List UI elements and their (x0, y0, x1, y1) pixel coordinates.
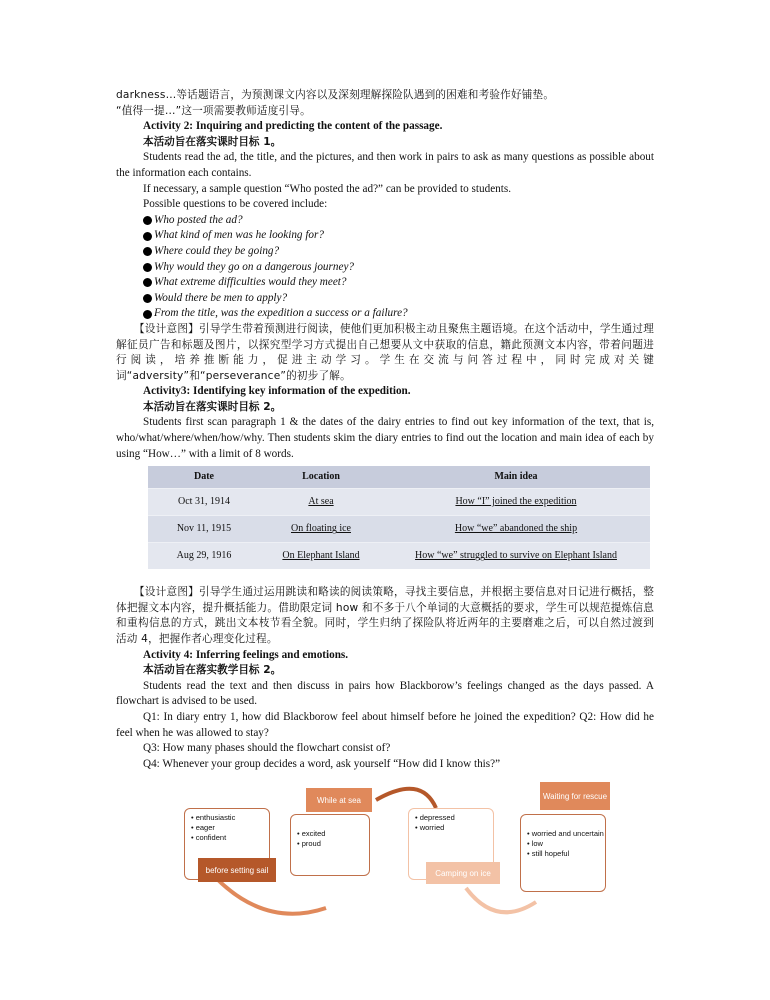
table-header-row (148, 466, 650, 489)
key-information-table (148, 466, 650, 569)
arc-sea-to-ice (376, 789, 436, 808)
feeling-item: • worried and uncertain (527, 829, 605, 839)
feeling-item: • proud (297, 839, 369, 849)
activity3-goal: 本活动旨在落实课时目标 2。 (143, 400, 282, 413)
header-location: Location (260, 466, 382, 489)
activity4-question-4: Q4: Whenever your group decides a word, ask yourself “How did I know this?” (143, 757, 501, 770)
list-item: What kind of men was he looking for? (143, 228, 654, 244)
activity2-paragraph-1: Students read the ad, the title, and the pictures, and then work in pairs to ask as many questions as possible about the information each contains. (116, 151, 654, 179)
table-row (148, 543, 650, 570)
list-item: Why would they go on a dangerous journey? (143, 260, 654, 276)
bullet-icon (143, 263, 152, 272)
list-item: Would there be men to apply? (143, 291, 654, 307)
intro-line-1: darkness…等话题语言，为预测课文内容以及深刻理解探险队遇到的困难和考验作好铺垫。 (116, 89, 555, 101)
feeling-item: • still hopeful (527, 849, 605, 859)
phase-label-before-setting-sail: before setting sail (198, 858, 276, 882)
bullet-icon (143, 278, 152, 287)
list-item: Who posted the ad? (143, 213, 654, 229)
question-list (143, 213, 654, 322)
activity2-design-intent: 【设计意图】引导学生带着预测进行阅读，使他们更加积极主动且聚焦主题语境。在这个活动中，学生通过理解征员广告和标题及图片，以探究型学习方式提出自己想要从文中获取的信息，籍此预测文本内容，带着问题进行阅读，培养推断能力，促进主动学习。学生在交流与问答过程中，同时完成对关键词“adversity”和“perseverance”的初步了解。 (116, 322, 654, 382)
feeling-item: • worried (415, 823, 493, 833)
cell-main-idea: How “we” struggled to survive on Elephant Island (382, 543, 650, 570)
bullet-icon (143, 216, 152, 225)
activity4-goal: 本活动旨在落实教学目标 2。 (143, 664, 282, 677)
activity4-question-1-2: Q1: In diary entry 1, how did Blackborow feel about himself before he joined the expedition? Q2: How did he feel when he was allowed to stay? (116, 711, 654, 739)
activity4-paragraph-1: Students read the text and then discuss in pairs how Blackborow’s feelings changed as the days passed. A flowchart is advised to be used. (116, 679, 654, 708)
feeling-item: • depressed (415, 813, 493, 823)
cell-location: On floating ice (260, 516, 382, 543)
cell-date: Oct 31, 1914 (148, 489, 260, 516)
activity2-paragraph-2: If necessary, a sample question “Who posted the ad?” can be provided to students. (143, 182, 512, 195)
feeling-item: • eager (191, 823, 269, 833)
cell-date: Nov 11, 1915 (148, 516, 260, 543)
activity4-title: Activity 4: Inferring feelings and emotions. (143, 648, 349, 661)
list-item: What extreme difficulties would they meet? (143, 275, 654, 291)
list-item: Where could they be going? (143, 244, 654, 260)
feeling-item: • excited (297, 829, 369, 839)
activity3-paragraph-1: Students first scan paragraph 1 & the dates of the dairy entries to find out key information of the text, that is, who/what/where/when/how/why. Then students skim the diary entries to find out the location and main idea of each by using “How…” with a limit of 8 words. (116, 416, 654, 460)
cell-main-idea: How “I” joined the expedition (382, 489, 650, 516)
phase-box-while-at-sea (290, 814, 370, 876)
cell-main-idea: How “we” abandoned the ship (382, 516, 650, 543)
activity2-paragraph-3: Possible questions to be covered include: (143, 198, 328, 211)
feelings-flowchart (176, 778, 616, 918)
table-row (148, 489, 650, 516)
list-item: From the title, was the expedition a success or a failure? (143, 306, 654, 322)
phase-label-camping-on-ice: Camping on ice (426, 862, 500, 884)
bullet-icon (143, 247, 152, 256)
header-main-idea: Main idea (382, 466, 650, 489)
table-row (148, 516, 650, 543)
feeling-item: • low (527, 839, 605, 849)
feeling-item: • enthusiastic (191, 813, 269, 823)
arc-before-to-sea (216, 878, 326, 914)
header-date: Date (148, 466, 260, 489)
activity3-design-intent: 【设计意图】引导学生通过运用跳读和略读的阅读策略，寻找主要信息，并根据主要信息对日记进行概括，整体把握文本内容，提升概括能力。借助限定词 how 和不多于八个单词的大意概括的要求，学生可以规范提炼信息和重构信息的方式，跳出文本枝节看全貌。同时，学生归纳了探险队将近两年的主要磨难之后，可以自然过渡到活动 4，把握作者心理变化过程。 (116, 586, 654, 646)
activity3-title: Activity3: Identifying key information of the expedition. (143, 385, 411, 398)
feeling-item: • confident (191, 833, 269, 843)
phase-label-waiting-for-rescue: Waiting for rescue (540, 782, 610, 810)
activity4-question-3: Q3: How many phases should the flowchart consist of? (143, 742, 391, 755)
intro-line-2: “值得一提…”这一项需要教师适度引导。 (116, 104, 311, 117)
phase-box-waiting-for-rescue (520, 814, 606, 892)
activity2-goal: 本活动旨在落实课时目标 1。 (143, 135, 282, 148)
cell-date: Aug 29, 1916 (148, 543, 260, 570)
cell-location: On Elephant Island (260, 543, 382, 570)
bullet-icon (143, 294, 152, 303)
cell-location: At sea (260, 489, 382, 516)
bullet-icon (143, 310, 152, 319)
document-page (116, 88, 654, 918)
phase-label-while-at-sea: While at sea (306, 788, 372, 812)
activity2-title: Activity 2: Inquiring and predicting the content of the passage. (143, 120, 443, 133)
bullet-icon (143, 232, 152, 241)
